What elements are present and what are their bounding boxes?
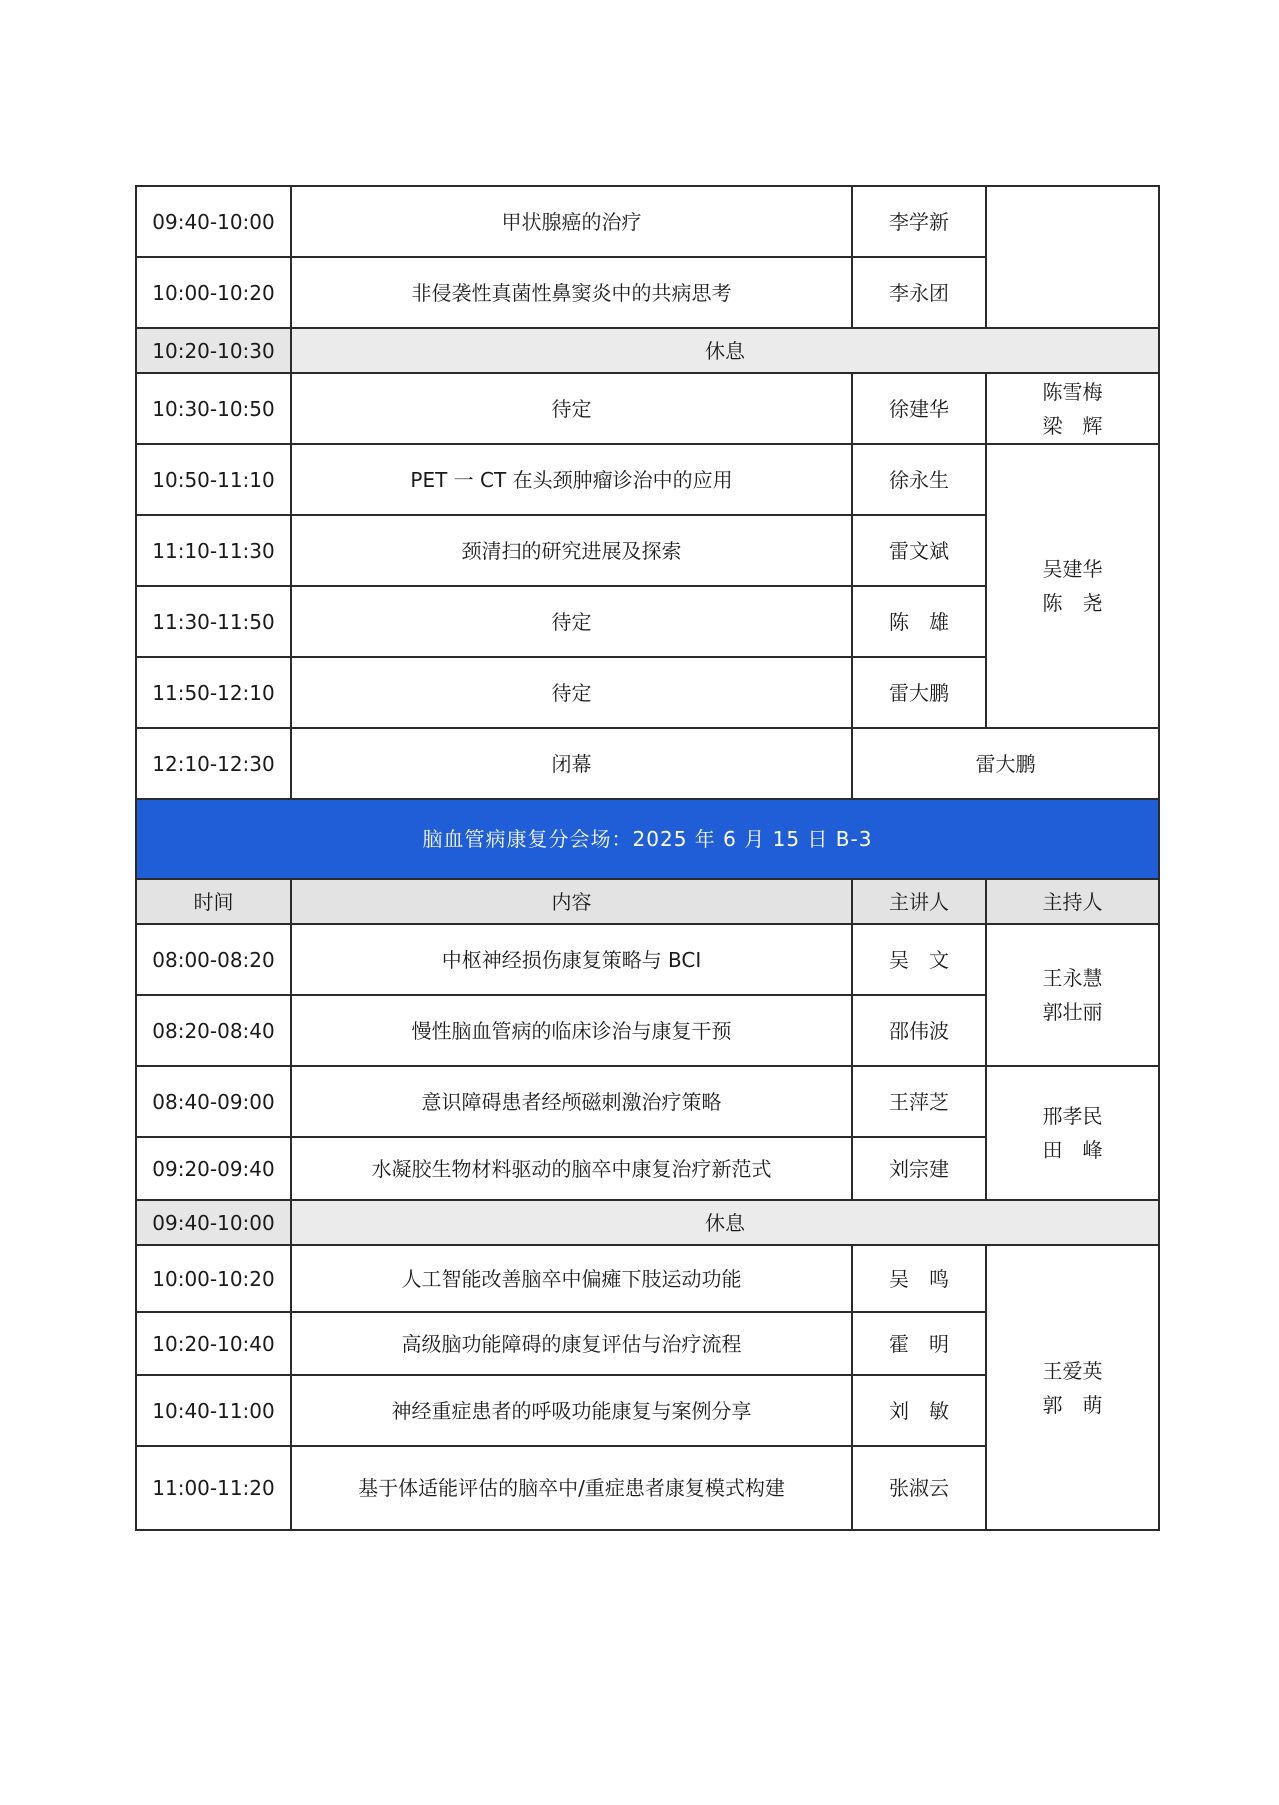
- host-name: 郭壮丽: [1042, 1000, 1103, 1024]
- host-cell: [986, 373, 1159, 444]
- schedule-table: [135, 185, 1160, 1531]
- speaker-cell: 雷大鹏: [852, 728, 1159, 799]
- host-name: 吴建华: [1042, 557, 1103, 581]
- time-cell: 10:30-10:50: [136, 373, 291, 444]
- topic-cell: 水凝胶生物材料驱动的脑卒中康复治疗新范式: [291, 1137, 852, 1200]
- host-name: 田 峰: [1042, 1138, 1103, 1162]
- break-time-cell: 10:20-10:30: [136, 328, 291, 373]
- break-row: [136, 1200, 1159, 1245]
- header-host: 主持人: [986, 879, 1159, 924]
- host-cell: [986, 1066, 1159, 1200]
- break-label: 休息: [291, 328, 1159, 373]
- speaker-cell: 雷文斌: [852, 515, 986, 586]
- table-row: [136, 1245, 1159, 1312]
- session-banner: 脑血管病康复分会场：2025 年 6 月 15 日 B-3: [136, 799, 1159, 879]
- speaker-cell: 李永团: [852, 257, 986, 328]
- topic-cell: 高级脑功能障碍的康复评估与治疗流程: [291, 1312, 852, 1375]
- host-name: 陈雪梅: [1042, 379, 1103, 404]
- topic-cell: 中枢神经损伤康复策略与 BCI: [291, 924, 852, 995]
- topic-cell: 闭幕: [291, 728, 852, 799]
- table-row: [136, 924, 1159, 995]
- topic-cell: 待定: [291, 657, 852, 728]
- speaker-cell: 吴 文: [852, 924, 986, 995]
- time-cell: 12:10-12:30: [136, 728, 291, 799]
- time-cell: 09:40-10:00: [136, 186, 291, 257]
- topic-cell: 人工智能改善脑卒中偏瘫下肢运动功能: [291, 1245, 852, 1312]
- time-cell: 11:30-11:50: [136, 586, 291, 657]
- closing-row: [136, 728, 1159, 799]
- speaker-cell: 霍 明: [852, 1312, 986, 1375]
- time-cell: 10:20-10:40: [136, 1312, 291, 1375]
- host-name: 郭 萌: [1042, 1392, 1103, 1417]
- speaker-cell: 徐永生: [852, 444, 986, 515]
- speaker-cell: 徐建华: [852, 373, 986, 444]
- time-cell: 10:50-11:10: [136, 444, 291, 515]
- table-row: [136, 186, 1159, 257]
- header-speaker: 主讲人: [852, 879, 986, 924]
- table-row: [136, 373, 1159, 444]
- topic-cell: 待定: [291, 373, 852, 444]
- host-cell-empty: [986, 186, 1159, 328]
- time-cell: 08:20-08:40: [136, 995, 291, 1066]
- speaker-cell: 王萍芝: [852, 1066, 986, 1137]
- topic-cell: 基于体适能评估的脑卒中/重症患者康复模式构建: [291, 1446, 852, 1530]
- table-row: [136, 1066, 1159, 1137]
- break-row: [136, 328, 1159, 373]
- topic-cell: 待定: [291, 586, 852, 657]
- break-label: 休息: [291, 1200, 1159, 1245]
- time-cell: 11:00-11:20: [136, 1446, 291, 1530]
- host-cell: [986, 444, 1159, 728]
- topic-cell: 颈清扫的研究进展及探索: [291, 515, 852, 586]
- topic-cell: 意识障碍患者经颅磁刺激治疗策略: [291, 1066, 852, 1137]
- host-cell: [986, 1245, 1159, 1530]
- time-cell: 10:40-11:00: [136, 1375, 291, 1446]
- speaker-cell: 张淑云: [852, 1446, 986, 1530]
- speaker-cell: 李学新: [852, 186, 986, 257]
- time-cell: 09:20-09:40: [136, 1137, 291, 1200]
- topic-cell: 慢性脑血管病的临床诊治与康复干预: [291, 995, 852, 1066]
- time-cell: 08:00-08:20: [136, 924, 291, 995]
- speaker-cell: 陈 雄: [852, 586, 986, 657]
- topic-cell: 甲状腺癌的治疗: [291, 186, 852, 257]
- time-cell: 11:10-11:30: [136, 515, 291, 586]
- host-name: 邢孝民: [1042, 1104, 1103, 1128]
- session-banner-row: [136, 799, 1159, 879]
- host-name: 王爱英: [1042, 1358, 1103, 1383]
- header-row: [136, 879, 1159, 924]
- header-topic: 内容: [291, 879, 852, 924]
- header-time: 时间: [136, 879, 291, 924]
- time-cell: 10:00-10:20: [136, 257, 291, 328]
- host-name: 陈 尧: [1042, 591, 1103, 615]
- topic-cell: 神经重症患者的呼吸功能康复与案例分享: [291, 1375, 852, 1446]
- time-cell: 11:50-12:10: [136, 657, 291, 728]
- topic-cell: PET 一 CT 在头颈肿瘤诊治中的应用: [291, 444, 852, 515]
- speaker-cell: 邵伟波: [852, 995, 986, 1066]
- time-cell: 10:00-10:20: [136, 1245, 291, 1312]
- speaker-cell: 刘宗建: [852, 1137, 986, 1200]
- time-cell: 08:40-09:00: [136, 1066, 291, 1137]
- speaker-cell: 刘 敏: [852, 1375, 986, 1446]
- topic-cell: 非侵袭性真菌性鼻窦炎中的共病思考: [291, 257, 852, 328]
- speaker-cell: 雷大鹏: [852, 657, 986, 728]
- host-name: 梁 辉: [1042, 413, 1103, 438]
- table-row: [136, 444, 1159, 515]
- host-cell: [986, 924, 1159, 1066]
- speaker-cell: 吴 鸣: [852, 1245, 986, 1312]
- break-time-cell: 09:40-10:00: [136, 1200, 291, 1245]
- host-name: 王永慧: [1042, 966, 1103, 990]
